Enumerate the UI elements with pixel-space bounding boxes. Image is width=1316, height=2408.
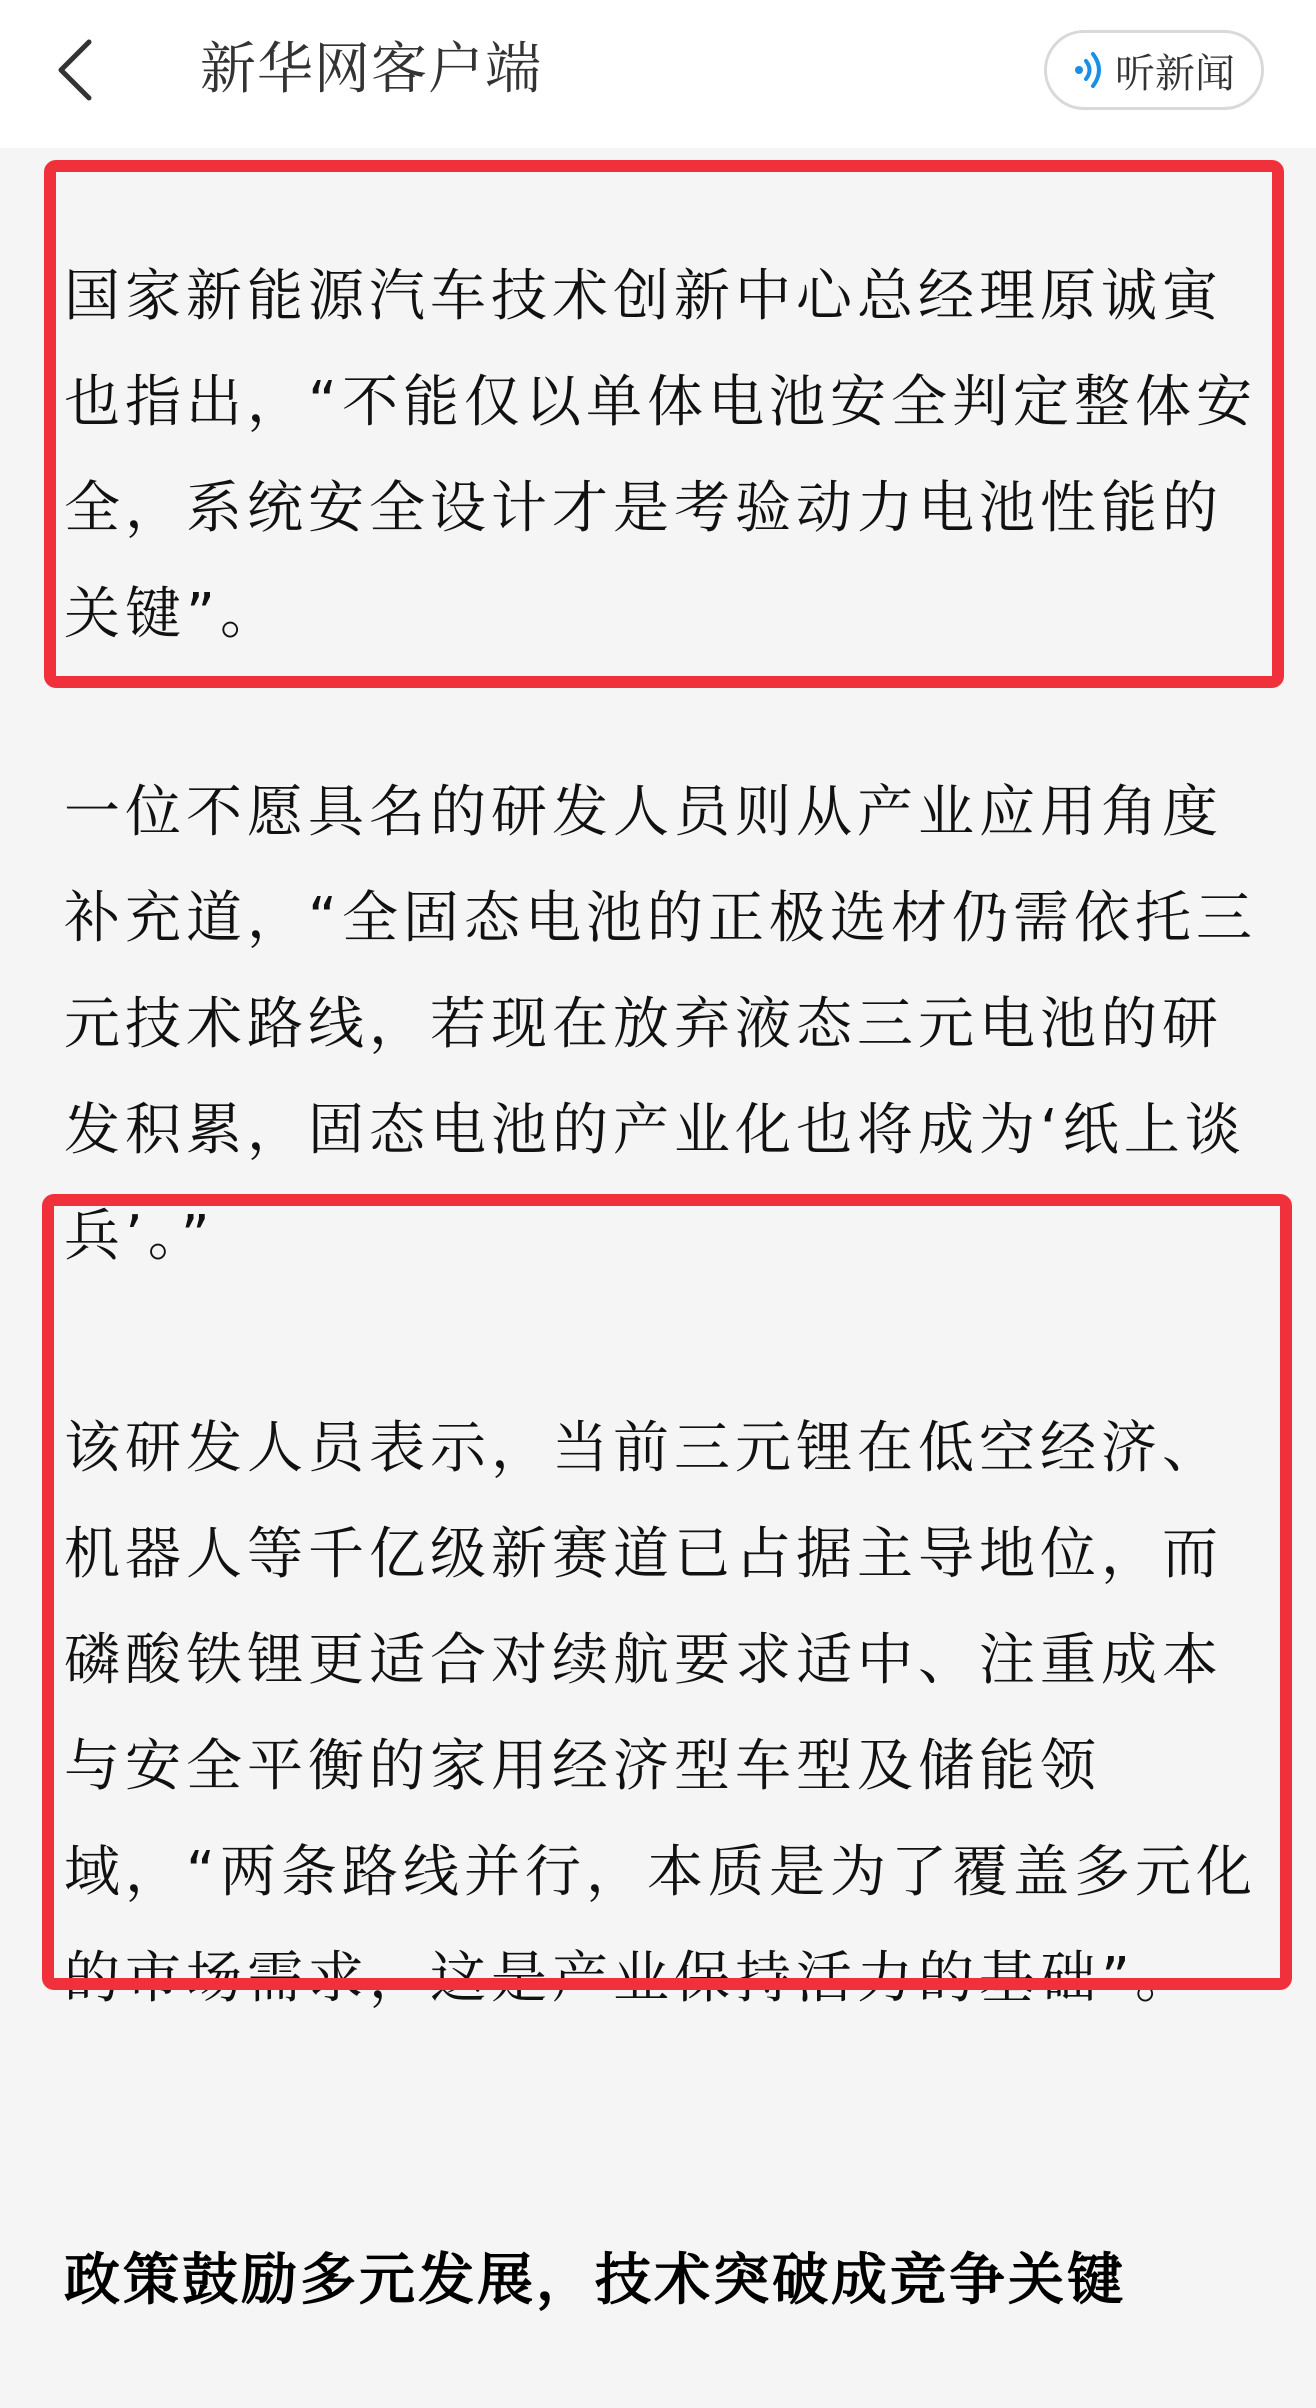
sound-wave-icon [1073, 50, 1105, 90]
article-paragraph: 一位不愿具名的研发人员则从产业应用角度补充道，“全固态电池的正极选材仍需依托三元技术路线，若现在放弃液态三元电池的研发积累，固态电池的产业化也将成为‘纸上谈兵’。” [64, 780, 1258, 1269]
back-button[interactable] [40, 30, 110, 110]
article-paragraph: 该研发人员表示，当前三元锂在低空经济、机器人等千亿级新赛道已占据主导地位，而磷酸铁锂更适合对续航要求适中、注重成本与安全平衡的家用经济型车型及储能领域，“两条路线并行，本质是为了覆盖多元化的市场需求，这是产业保持活力的基础”。 [64, 1416, 1258, 2011]
listen-news-label: 听新闻 [1115, 50, 1235, 97]
article-paragraph: 国家新能源汽车技术创新中心总经理原诚寅也指出，“不能仅以单体电池安全判定整体安全，系统安全设计才是考验动力电池性能的关键”。 [64, 264, 1258, 647]
highlight-box-quote [44, 160, 1284, 688]
app-title: 新华网客户端 [200, 37, 542, 102]
chevron-left-icon [55, 38, 95, 102]
highlight-box-paragraph [42, 1194, 1292, 1990]
app-header [0, 0, 1316, 148]
section-heading: 政策鼓励多元发展，技术突破成竞争关键 [64, 2248, 1126, 2313]
listen-news-button[interactable] [1044, 30, 1264, 110]
